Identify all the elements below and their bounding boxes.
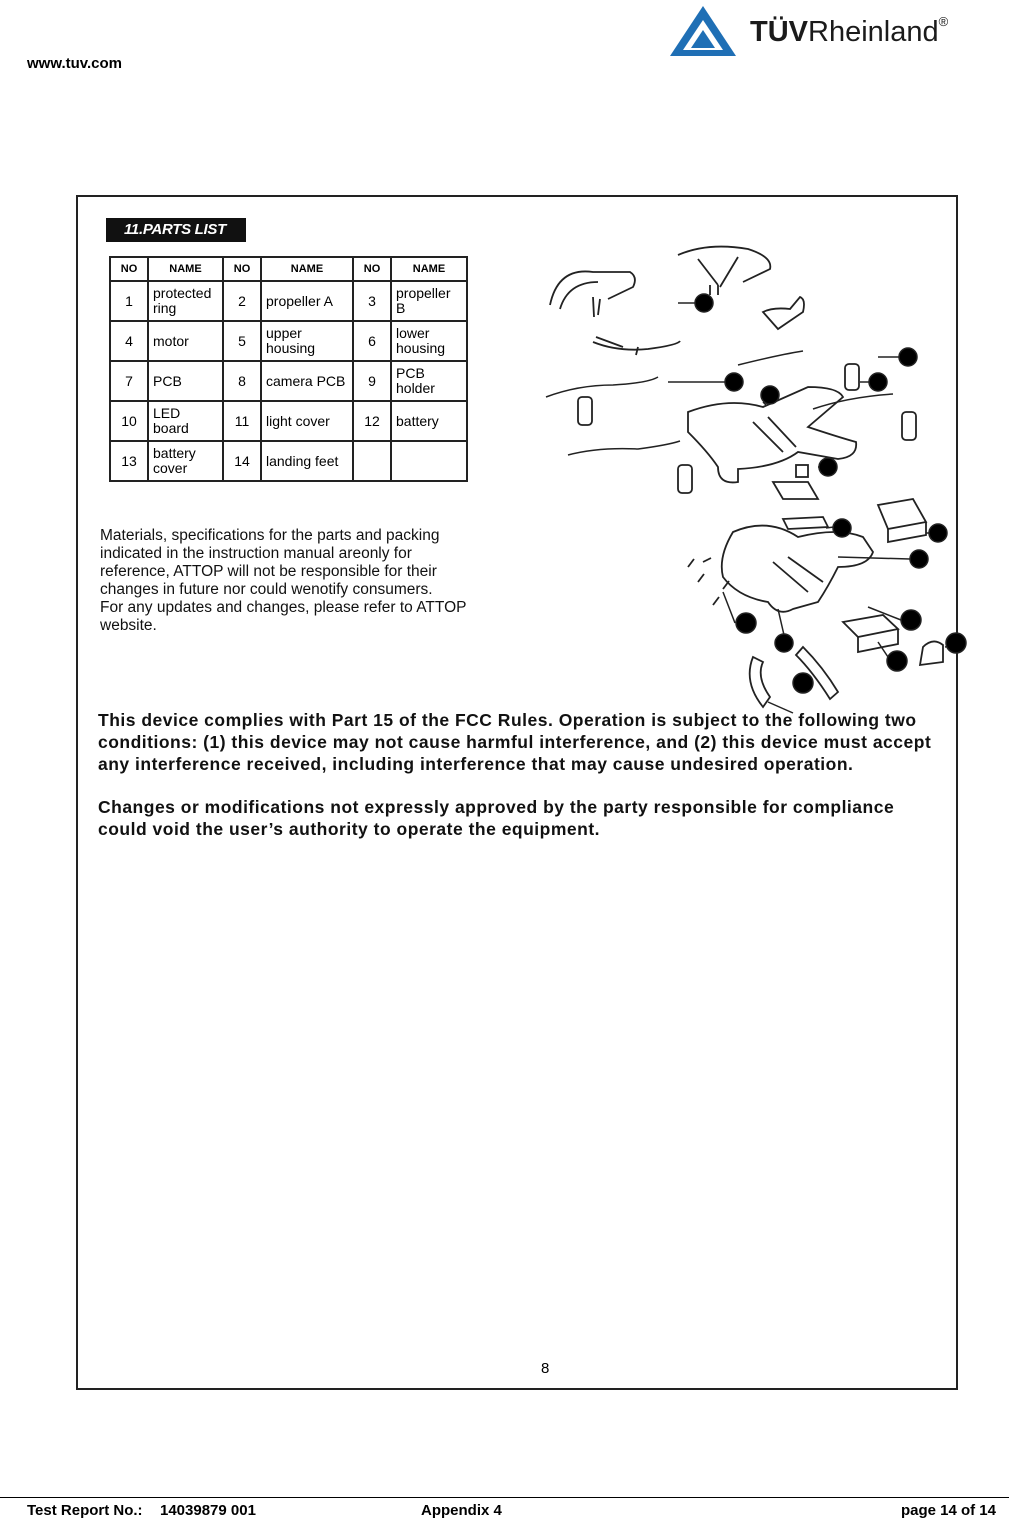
parts-table bbox=[109, 256, 468, 482]
fcc-compliance-text bbox=[98, 709, 938, 861]
table-row bbox=[110, 321, 467, 361]
callout-markers bbox=[668, 294, 966, 713]
table-header: NO bbox=[223, 257, 261, 281]
callout-label: 9 bbox=[934, 525, 942, 541]
table-row bbox=[110, 401, 467, 441]
camera-pcb-shape bbox=[783, 517, 828, 529]
part-number: 2 bbox=[223, 281, 261, 321]
disclaimer-line: For any updates and changes, please refer to ATTOP bbox=[100, 599, 467, 616]
table-header: NO bbox=[110, 257, 148, 281]
table-header: NO bbox=[353, 257, 391, 281]
logo-wordmark: TÜVRheinland® bbox=[750, 14, 949, 48]
disclaimer-line: indicated in the instruction manual areonly for bbox=[100, 545, 412, 562]
callout-label: 13 bbox=[949, 636, 963, 651]
table-header: NAME bbox=[391, 257, 467, 281]
manual-page-scan bbox=[76, 195, 963, 1390]
part-name: lower housing bbox=[391, 321, 467, 361]
part-number: 10 bbox=[110, 401, 148, 441]
part-number: 4 bbox=[110, 321, 148, 361]
part-name: PCB bbox=[148, 361, 223, 401]
propeller-shape bbox=[546, 351, 893, 455]
materials-disclaimer bbox=[100, 527, 540, 635]
landing-feet-shape bbox=[750, 647, 838, 707]
part-name bbox=[391, 441, 467, 481]
site-url[interactable]: www.tuv.com bbox=[27, 55, 123, 72]
manual-page-number: 8 bbox=[541, 1360, 550, 1377]
callout-label: 6 bbox=[915, 551, 923, 567]
part-name: motor bbox=[148, 321, 223, 361]
callout-label: 1 bbox=[700, 295, 708, 311]
callout-label: 8 bbox=[838, 520, 846, 536]
part-number: 8 bbox=[223, 361, 261, 401]
part-number: 11 bbox=[223, 401, 261, 441]
part-number: 6 bbox=[353, 321, 391, 361]
drone-exploded-diagram bbox=[538, 237, 963, 697]
led-board-shape bbox=[688, 558, 729, 605]
callout-label: 3 bbox=[904, 349, 912, 365]
part-name: PCB holder bbox=[391, 361, 467, 401]
page-indicator: page 14 of 14 bbox=[900, 1502, 996, 1519]
part-number: 9 bbox=[353, 361, 391, 401]
pcb-holder-shape bbox=[878, 499, 926, 542]
disclaimer-line: Materials, specifications for the parts and packing bbox=[100, 527, 440, 544]
part-name: protected ring bbox=[148, 281, 223, 321]
table-header: NAME bbox=[261, 257, 353, 281]
part-number: 1 bbox=[110, 281, 148, 321]
lower-housing-shape bbox=[722, 526, 873, 612]
part-number: 12 bbox=[353, 401, 391, 441]
callout-label: 4 bbox=[780, 635, 788, 651]
section-title: 11.PARTS LIST bbox=[106, 218, 246, 242]
table-row bbox=[110, 281, 467, 321]
callout-label: 2 bbox=[730, 374, 738, 390]
callout-label: 11 bbox=[904, 613, 918, 628]
tuv-logo bbox=[668, 4, 998, 58]
part-number: 14 bbox=[223, 441, 261, 481]
table-row bbox=[110, 441, 467, 481]
part-number: 13 bbox=[110, 441, 148, 481]
report-number: 14039879 001 bbox=[160, 1502, 256, 1519]
table-row bbox=[110, 361, 467, 401]
protected-ring-shape bbox=[550, 247, 770, 317]
callout-label: 4 bbox=[874, 374, 882, 390]
fcc-statement: This device complies with Part 15 of the FCC Rules. Operation is subject to the following two conditions: (1) this device may not cause harmful interference, and (2) this device must accept any interference received, including interference that may cause undesired operation. bbox=[98, 710, 932, 774]
part-name: battery bbox=[391, 401, 467, 441]
table-header-row bbox=[110, 257, 467, 281]
callout-label: 10 bbox=[739, 616, 753, 631]
part-number bbox=[353, 441, 391, 481]
disclaimer-line: changes in future nor could wenotify consumers. bbox=[100, 581, 433, 598]
part-name: camera PCB bbox=[261, 361, 353, 401]
part-number: 5 bbox=[223, 321, 261, 361]
pcb-shape bbox=[773, 465, 818, 499]
report-label: Test Report No.: bbox=[27, 1502, 143, 1519]
disclaimer-line: website. bbox=[100, 617, 157, 634]
battery-cover-shape bbox=[920, 641, 943, 665]
part-name: light cover bbox=[261, 401, 353, 441]
fcc-warning: Changes or modifications not expressly approved by the party responsible for compliance could void the user’s authority to operate the equipment. bbox=[98, 797, 895, 839]
tuv-triangle-icon bbox=[668, 4, 738, 58]
footer-divider bbox=[0, 1497, 1009, 1498]
disclaimer-line: reference, ATTOP will not be responsible for their bbox=[100, 563, 437, 580]
part-name: LED board bbox=[148, 401, 223, 441]
part-name: battery cover bbox=[148, 441, 223, 481]
callout-label: 12 bbox=[890, 654, 904, 669]
part-name: upper housing bbox=[261, 321, 353, 361]
part-name: landing feet bbox=[261, 441, 353, 481]
callout-label: 14 bbox=[796, 676, 810, 691]
part-number: 3 bbox=[353, 281, 391, 321]
part-name: propeller A bbox=[261, 281, 353, 321]
appendix-label: Appendix 4 bbox=[421, 1502, 502, 1519]
part-name: propeller B bbox=[391, 281, 467, 321]
table-header: NAME bbox=[148, 257, 223, 281]
callout-label: 5 bbox=[766, 387, 774, 403]
battery-shape bbox=[843, 615, 898, 652]
part-number: 7 bbox=[110, 361, 148, 401]
callout-label: 7 bbox=[824, 459, 832, 475]
